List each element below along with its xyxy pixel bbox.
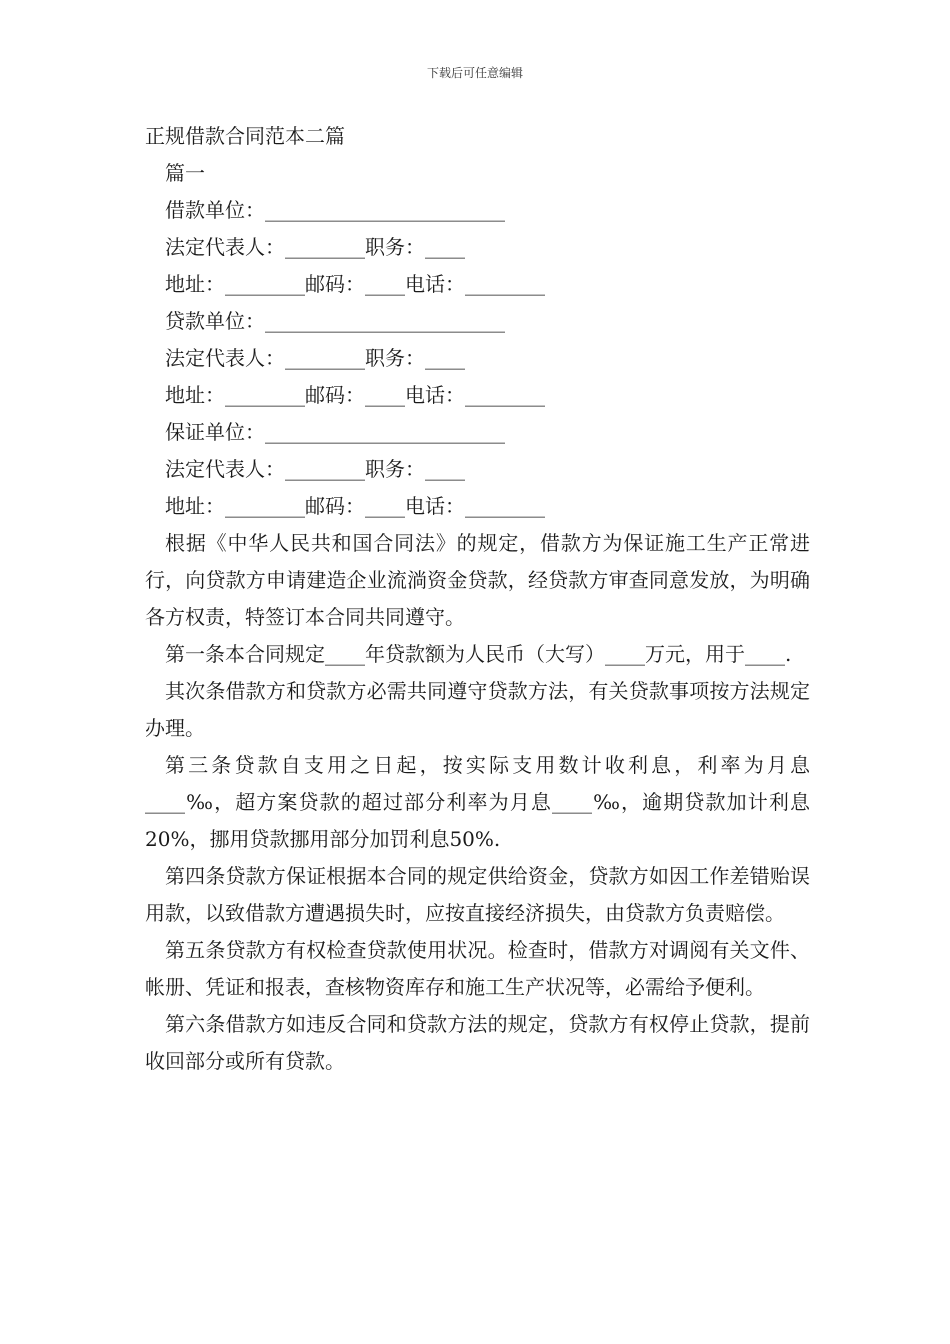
lender-address-line: 地址：________邮码：____电话：________ <box>165 383 545 407</box>
article-4-paragraph: 第四条贷款方保证根据本合同的规定供给资金，贷款方如因工作差错贻误用款，以致借款方遭遇损失时，应按直接经济损失，由贷款方负责赔偿。 <box>145 864 810 925</box>
guarantor-unit-line: 保证单位：________________________ <box>165 420 505 444</box>
guarantor-address-line: 地址：________邮码：____电话：________ <box>165 494 545 518</box>
borrower-address-line: 地址：________邮码：____电话：________ <box>165 272 545 296</box>
article-5-paragraph: 第五条贷款方有权检查贷款使用状况。检查时，借款方对调阅有关文件、帐册、凭证和报表，查核物资库存和施工生产状况等，必需给予便利。 <box>145 938 810 999</box>
preamble-paragraph: 根据《中华人民共和国合同法》的规定，借款方为保证施工生产正常进行，向贷款方申请建造企业流淌资金贷款，经贷款方审查同意发放，为明确各方权责，特签订本合同共同遵守。 <box>145 531 810 629</box>
page-header-note: 下载后可任意编辑 <box>426 66 523 80</box>
borrower-representative-line: 法定代表人：________职务：____ <box>165 235 465 259</box>
section-heading: 篇一 <box>165 161 205 185</box>
lender-representative-line: 法定代表人：________职务：____ <box>165 346 465 370</box>
article-2-paragraph: 其次条借款方和贷款方必需共同遵守贷款方法，有关贷款事项按方法规定办理。 <box>145 679 810 740</box>
article-1-paragraph: 第一条本合同规定____年贷款额为人民币（大写）____万元，用于____. <box>165 642 792 666</box>
guarantor-representative-line: 法定代表人：________职务：____ <box>165 457 465 481</box>
lender-unit-line: 贷款单位：________________________ <box>165 309 505 333</box>
document-title: 正规借款合同范本二篇 <box>145 124 345 148</box>
document-body <box>145 118 810 1080</box>
borrower-unit-line: 借款单位：________________________ <box>165 198 505 222</box>
article-6-paragraph: 第六条借款方如违反合同和贷款方法的规定，贷款方有权停止贷款，提前收回部分或所有贷款。 <box>145 1012 810 1073</box>
article-3-paragraph: 第三条贷款自支用之日起，按实际支用数计收利息，利率为月息____‰，超方案贷款的超过部分利率为月息____‰，逾期贷款加计利息20%，挪用贷款挪用部分加罚利息50%. <box>145 753 810 851</box>
